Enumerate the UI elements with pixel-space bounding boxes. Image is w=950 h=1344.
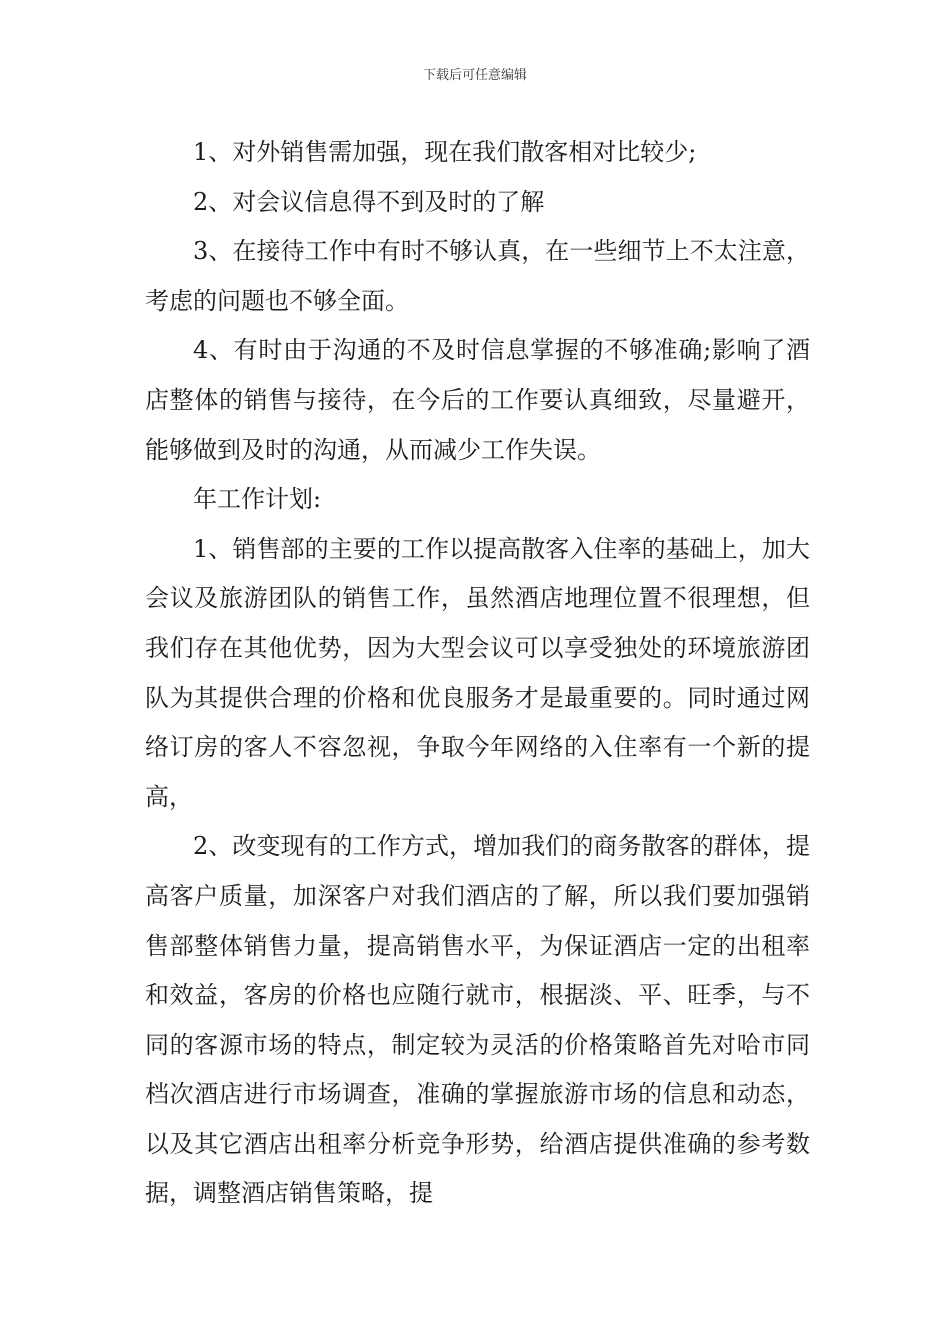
paragraph-4: 4、有时由于沟通的不及时信息掌握的不够准确;影响了酒店整体的销售与接待，在今后的工作要认真细致，尽量避开，能够做到及时的沟通，从而减少工作失误。 — [145, 336, 810, 464]
page-header: 下载后可任意编辑 — [422, 68, 527, 83]
paragraph-2: 2、对会议信息得不到及时的了解 — [193, 187, 545, 216]
paragraph-3: 3、在接待工作中有时不够认真，在一些细节上不太注意，考虑的问题也不够全面。 — [145, 237, 810, 315]
paragraph-1: 1、对外销售需加强，现在我们散客相对比较少; — [193, 138, 697, 166]
paragraph-plan-1: 1、销售部的主要的工作以提高散客入住率的基础上，加大会议及旅游团队的销售工作，虽然酒店地理位置不很理想，但我们存在其他优势，因为大型会议可以享受独处的环境旅游团队为其提供合理的价格和优良服务才是最重要的。同时通过网络订房的客人不容忽视，争取今年网络的入住率有一个新的提高， — [145, 534, 810, 811]
section-heading-plan: 年工作计划: — [193, 485, 322, 514]
document-body — [145, 128, 810, 1219]
paragraph-plan-2: 2、改变现有的工作方式，增加我们的商务散客的群体，提高客户质量，加深客户对我们酒店的了解，所以我们要加强销售部整体销售力量，提高销售水平，为保证酒店一定的出租率和效益，客房的价格也应随行就市，根据淡、平、旺季，与不同的客源市场的特点，制定较为灵活的价格策略首先对哈市同档次酒店进行市场调查，准确的掌握旅游市场的信息和动态，以及其它酒店出租率分析竞争形势，给酒店提供准确的参考数据，调整酒店销售策略，提 — [145, 832, 810, 1208]
